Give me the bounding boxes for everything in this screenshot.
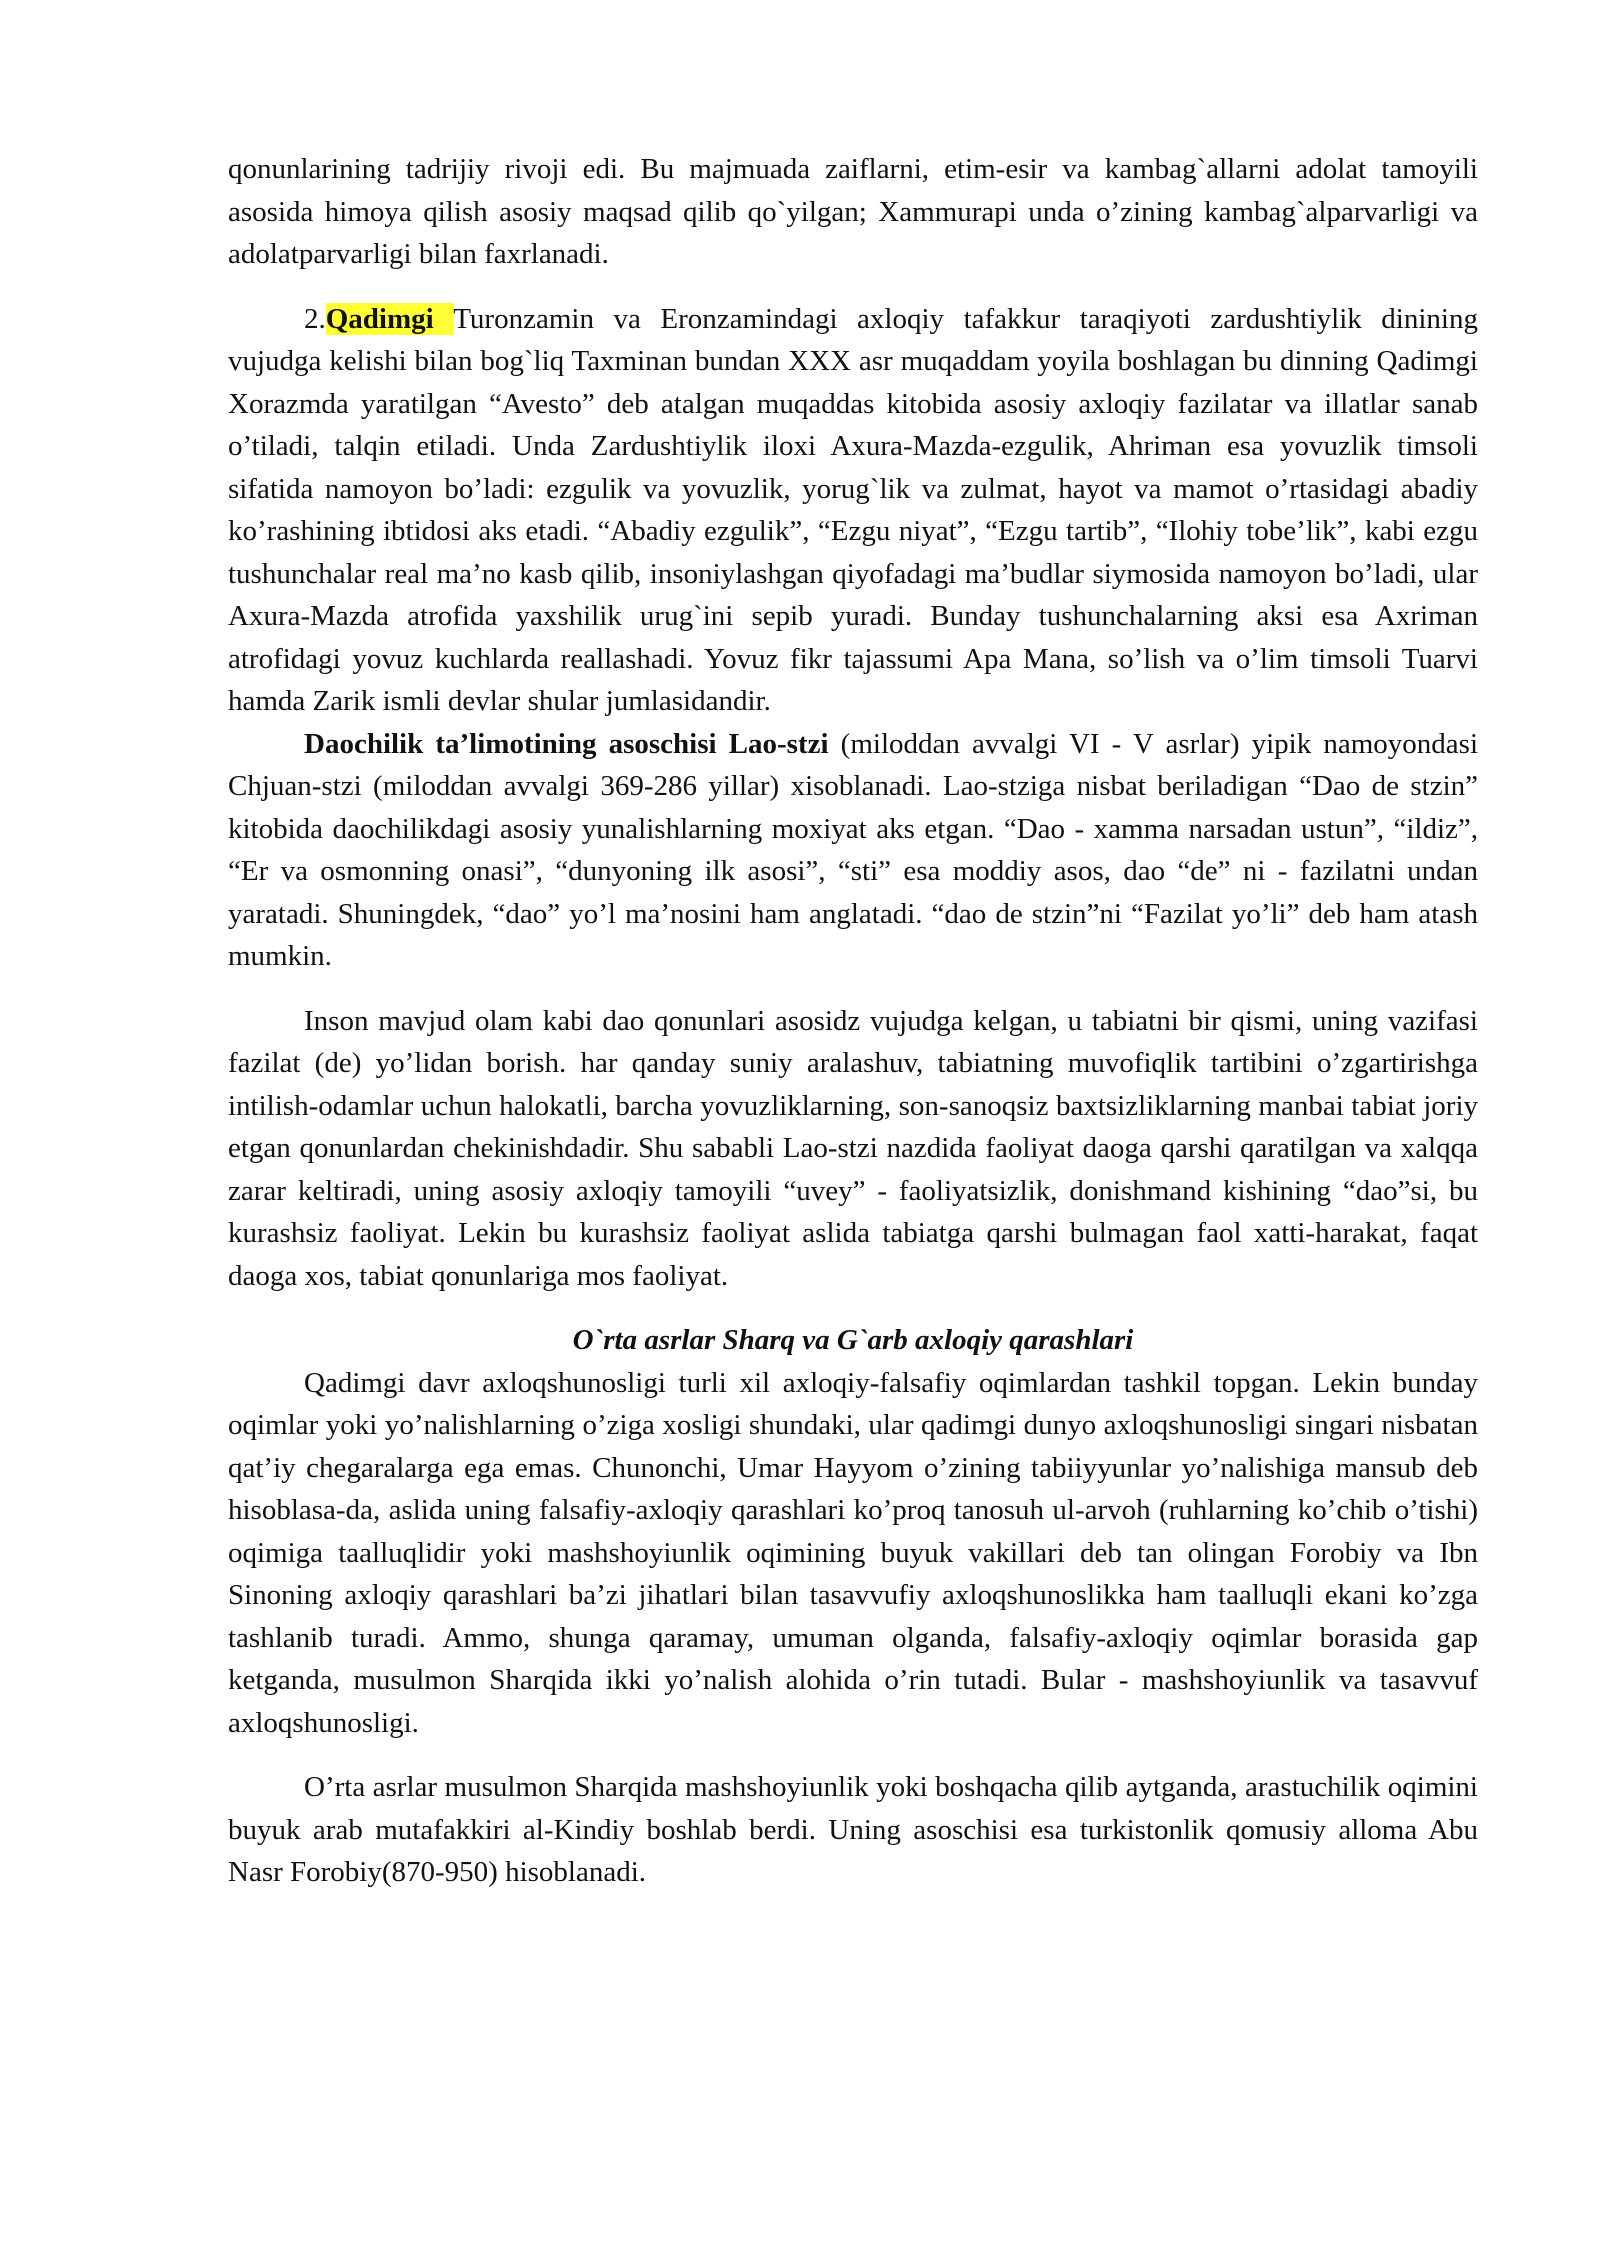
paragraph-2-text: Turonzamin va Eronzamindagi axloqiy tafakkur taraqiyoti zardushtiylik dinining vujudga kelishi bilan bog`liq Taxminan bundan XXX asr muqaddam yoyila boshlagan bu dinning Qadimgi Xorazmda yaratilgan “Avesto” deb atalgan muqaddas kitobida asosiy axloqiy fazilatar va illatlar sanab o’tiladi, talqin etiladi. Unda Zardushtiylik iloxi Axura-Mazda-ezgulik, Ahriman esa yovuzlik timsoli sifatida namoyon bo’ladi: ezgulik va yovuzlik, yorug`lik va zulmat, hayot va mamot o’rtasidagi abadiy ko’rashining ibtidosi aks etadi. “Abadiy ezgulik”, “Ezgu niyat”, “Ezgu tartib”, “Ilohiy tobe’lik”, kabi ezgu tushunchalar real ma’no kasb qilib, insoniylashgan qiyofadagi ma’budlar siymosida namoyon bo’ladi, ular Axura-Mazda atrofida yaxshilik urug`ini sepib yuradi. Bunday tushunchalarning aksi esa Axriman atrofidagi yovuz kuchlarda reallashadi. Yovuz fikr tajassumi Apa Mana, so’lish va o’lim timsoli Tuarvi hamda Zarik ismli devlar shular jumlasidandir. bbox=[228, 302, 1478, 717]
paragraph-4: Inson mavjud olam kabi dao qonunlari asosidz vujudga kelgan, u tabiatni bir qismi, uning vazifasi fazilat (de) yo’lidan borish. har qanday suniy aralashuv, tabiatning muvofiqlik tartibini o’zgartirishga intilish-odamlar uchun halokatli, barcha yovuzliklarning, son-sanoqsiz baxtsizliklarning manbai tabiat joriy etgan qonunlardan chekinishdadir. Shu sababli Lao-stzi nazdida faoliyat daoga qarshi qaratilgan va xalqqa zarar keltiradi, uning asosiy axloqiy tamoyili “uvey” - faoliyatsizlik, donishmand kishining “dao”si, bu kurashsiz faoliyat. Lekin bu kurashsiz faoliyat aslida tabiatga qarshi bulmagan faol xatti-harakat, faqat daoga xos, tabiat qonunlariga mos faoliyat. bbox=[228, 1004, 1478, 1292]
document-page bbox=[228, 148, 1478, 1894]
paragraph-3 bbox=[228, 723, 1478, 978]
section-heading: O`rta asrlar Sharq va G`arb axloqiy qarashlari bbox=[572, 1324, 1134, 1356]
highlighted-word: Qadimgi bbox=[325, 302, 454, 335]
paragraph-3-text: (miloddan avvalgi VI - V asrlar) yipik namoyondasi Chjuan-stzi (miloddan avvalgi 369-286 yillar) xisoblanadi. Lao-stziga nisbat beriladigan “Dao de stzin” kitobida daochilikdagi asosiy yunalishlarning moxiyat aks etgan. “Dao - xamma narsadan ustun”, “ildiz”, “Er va osmonning onasi”, “dunyoning ilk asosi”, “sti” esa moddiy asos, dao “de” ni - fazilatni undan yaratadi. Shuningdek, “dao” yo’l ma’nosini ham anglatadi. “dao de stzin”ni “Fazilat yo’li” deb ham atash mumkin. bbox=[228, 727, 1478, 972]
paragraph-1: qonunlarining tadrijiy rivoji edi. Bu majmuada zaiflarni, etim-esir va kambag`allarni adolat tamoyili asosida himoya qilish asosiy maqsad qilib qo`yilgan; Xammurapi unda o’zining kambag`alparvarligi va adolatparvarligi bilan faxrlanadi. bbox=[228, 153, 1478, 270]
item-number: 2. bbox=[304, 302, 326, 335]
paragraph-2 bbox=[228, 298, 1478, 723]
bold-lead: Daochilik ta’limotining asoschisi Lao-stzi bbox=[304, 727, 829, 760]
paragraph-5: Qadimgi davr axloqshunosligi turli xil axloqiy-falsafiy oqimlardan tashkil topgan. Lekin bunday oqimlar yoki yo’nalishlarning o’ziga xosligi shundaki, ular qadimgi dunyo axloqshunosligi singari nisbatan qat’iy chegaralarga ega emas. Chunonchi, Umar Hayyom o’zining tabiiyyunlar yo’nalishiga mansub deb hisoblasa-da, aslida uning falsafiy-axloqiy qarashlari ko’proq tanosuh ul-arvoh (ruhlarning ko’chib o’tishi) oqimiga taalluqlidir yoki mashshoyiunlik oqimining buyuk vakillari deb tan olingan Forobiy va Ibn Sinoning axloqiy qarashlari ba’zi jihatlari bilan tasavvufiy axloqshunoslikka ham taalluqli ekani ko’zga tashlanib turadi. Ammo, shunga qaramay, umuman olganda, falsafiy-axloqiy oqimlar borasida gap ketganda, musulmon Sharqida ikki yo’nalish alohida o’rin tutadi. Bular - mashshoyiunlik va tasavvuf axloqshunosligi. bbox=[228, 1366, 1478, 1739]
paragraph-6: O’rta asrlar musulmon Sharqida mashshoyiunlik yoki boshqacha qilib aytganda, arastuchilik oqimini buyuk arab mutafakkiri al-Kindiy boshlab berdi. Uning asoschisi esa turkistonlik qomusiy alloma Abu Nasr Forobiy(870-950) hisoblanadi. bbox=[228, 1771, 1478, 1888]
